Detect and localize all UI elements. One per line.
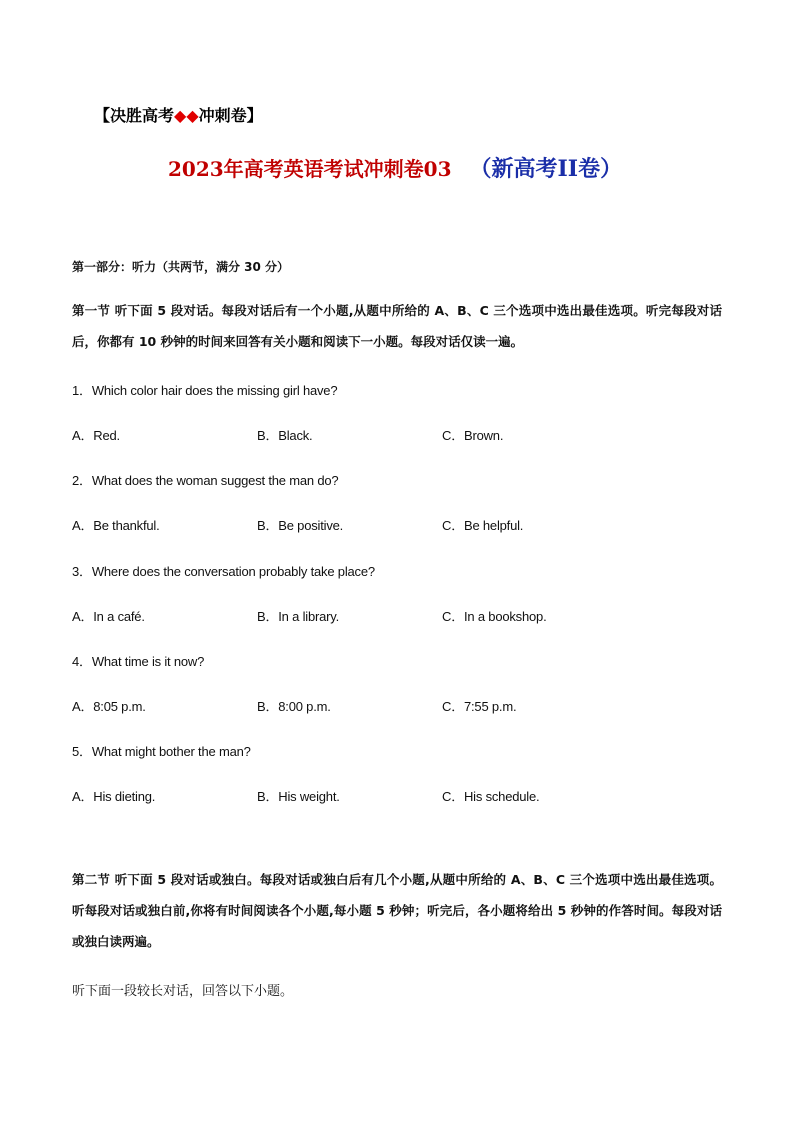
q4-option-c: C．7:55 p.m. [442,699,517,714]
q5-option-a: A．His dieting. [72,789,156,804]
tag-open-text: 【决胜高考 [94,106,175,125]
q5-option-c: C．His schedule. [442,789,540,804]
question-2: 2．What does the woman suggest the man do? [72,473,339,488]
question-5: 5．What might bother the man? [72,744,251,759]
q4-option-b: B．8:00 p.m. [257,699,331,714]
question-1: 1．Which color hair does the missing girl have? [72,383,338,398]
red-diamond-icon: ◆◆ [174,106,199,125]
q2-option-a: A．Be thankful. [72,518,160,533]
title-subtitle: （新高考II卷） [469,156,623,182]
page-title [168,152,622,183]
question-3: 3．Where does the conversation probably take place? [72,564,375,579]
long-dialogue-instruction: 听下面一段较长对话，回答以下小题。 [72,984,294,999]
q1-option-a: A．Red. [72,428,120,443]
q1-option-b: B．Black. [257,428,313,443]
q3-option-c: C．In a bookshop. [442,609,547,624]
q3-option-a: A．In a café. [72,609,145,624]
q1-option-c: C．Brown. [442,428,504,443]
tag-close-text: 冲刺卷】 [198,106,263,125]
question-4: 4．What time is it now? [72,654,205,669]
part-heading: 第一部分：听力（共两节，满分 30 分） [72,260,290,274]
q3-option-b: B．In a library. [257,609,340,624]
title-main: 2023年高考英语考试冲刺卷03 [168,157,452,181]
exam-series-tag [94,103,263,126]
q5-option-b: B．His weight. [257,789,340,804]
q4-option-a: A．8:05 p.m. [72,699,146,714]
section1-instructions: 第一节 听下面 5 段对话。每段对话后有一个小题,从题中所给的 A、B、C 三个选项中选出最佳选项。听完每段对话后，你都有 10 秒钟的时间来回答有关小题和阅读下一小题。每段对话仅读一遍。 [72,303,722,349]
q2-option-c: C．Be helpful. [442,518,524,533]
section2-instructions: 第二节 听下面 5 段对话或独白。每段对话或独白后有几个小题,从题中所给的 A、B、C 三个选项中选出最佳选项。听每段对话或独白前,你将有时间阅读各个小题,每小题 5 秒钟；听完后，各小题将给出 5 秒钟的作答时间。每段对话或独白读两遍。 [72,872,722,949]
q2-option-b: B．Be positive. [257,518,344,533]
